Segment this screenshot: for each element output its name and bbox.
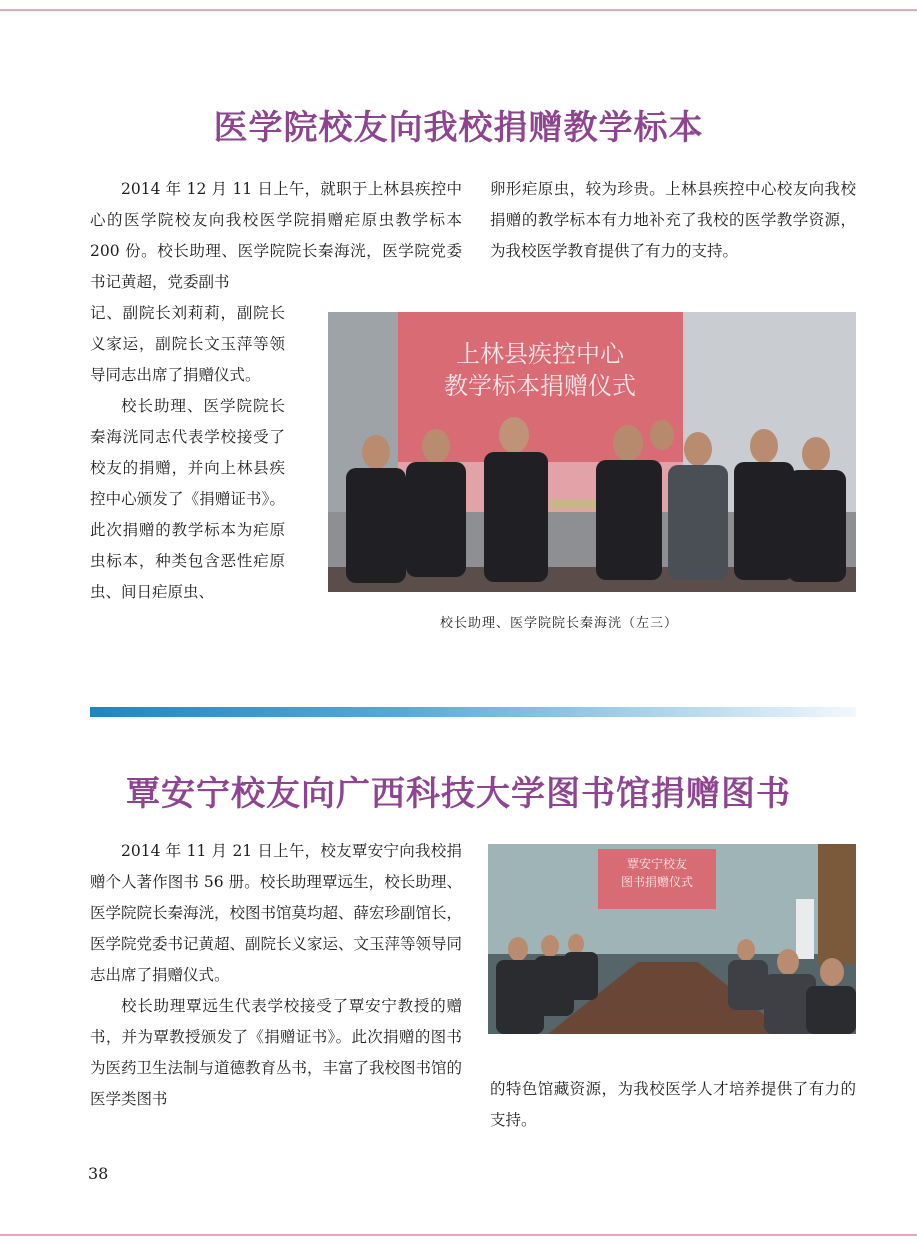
- article1-right-column: [490, 174, 856, 267]
- top-rule: [0, 9, 917, 11]
- article1-p2: 校长助理、医学院院长秦海洸同志代表学校接受了校友的捐赠，并向上林县疾控中心颁发了《捐赠证书》。此次捐赠的教学标本为疟原虫标本，种类包含恶性疟原虫、间日疟原虫、: [90, 397, 285, 601]
- article1-paragraph1-wide: [90, 174, 462, 298]
- article1-title: 医学院校友向我校捐赠教学标本: [213, 108, 704, 148]
- section-divider: [90, 707, 856, 717]
- article2-left-column: [90, 836, 462, 1115]
- article1-p1-narrow: 记、副院长刘莉莉，副院长义家运，副院长文玉萍等领导同志出席了捐赠仪式。: [90, 304, 285, 384]
- book-donation-image: [488, 844, 856, 1034]
- page-number: 38: [88, 1164, 109, 1183]
- article1-right-text: 卵形疟原虫，较为珍贵。上林县疾控中心校友向我校捐赠的教学标本有力地补充了我校的医学教学资源，为我校医学教育提供了有力的支持。: [490, 180, 856, 260]
- donation-ceremony-image: [328, 312, 856, 592]
- photo2-banner-line1: 覃安宁校友: [626, 857, 688, 871]
- article1-narrow-column: [90, 298, 285, 608]
- article2-p1: 2014 年 11 月 21 日上午，校友覃安宁向我校捐赠个人著作图书 56 册。校长助理覃远生，校长助理、医学院院长秦海洸，校图书馆莫均超、薛宏珍副馆长，医学院党委书记黄超、副院长义家运、文玉萍等领导同志出席了捐赠仪式。: [90, 842, 463, 984]
- bottom-rule: [0, 1234, 917, 1236]
- article1-caption: 校长助理、医学院院长秦海洸（左三）: [440, 616, 679, 631]
- article2-right-text: 的特色馆藏资源，为我校医学人才培养提供了有力的支持。: [490, 1080, 856, 1129]
- article2-photo: [488, 844, 856, 1034]
- article2-right-column: [490, 1074, 856, 1136]
- photo1-banner-line1: 上林县疾控中心: [456, 340, 624, 368]
- article1-photo: [328, 312, 856, 592]
- photo1-banner-line2: 教学标本捐赠仪式: [444, 372, 636, 400]
- photo2-banner-line2: 图书捐赠仪式: [620, 875, 694, 889]
- article1-p1-wide: 2014 年 12 月 11 日上午，就职于上林县疾控中心的医学院校友向我校医学院捐赠疟原虫教学标本 200 份。校长助理、医学院院长秦海洸，医学院党委书记黄超，党委副书: [90, 180, 462, 291]
- article2-p2: 校长助理覃远生代表学校接受了覃安宁教授的赠书，并为覃教授颁发了《捐赠证书》。此次捐赠的图书为医药卫生法制与道德教育丛书，丰富了我校图书馆的医学类图书: [90, 997, 463, 1108]
- article2-title: 覃安宁校友向广西科技大学图书馆捐赠图书: [126, 774, 791, 814]
